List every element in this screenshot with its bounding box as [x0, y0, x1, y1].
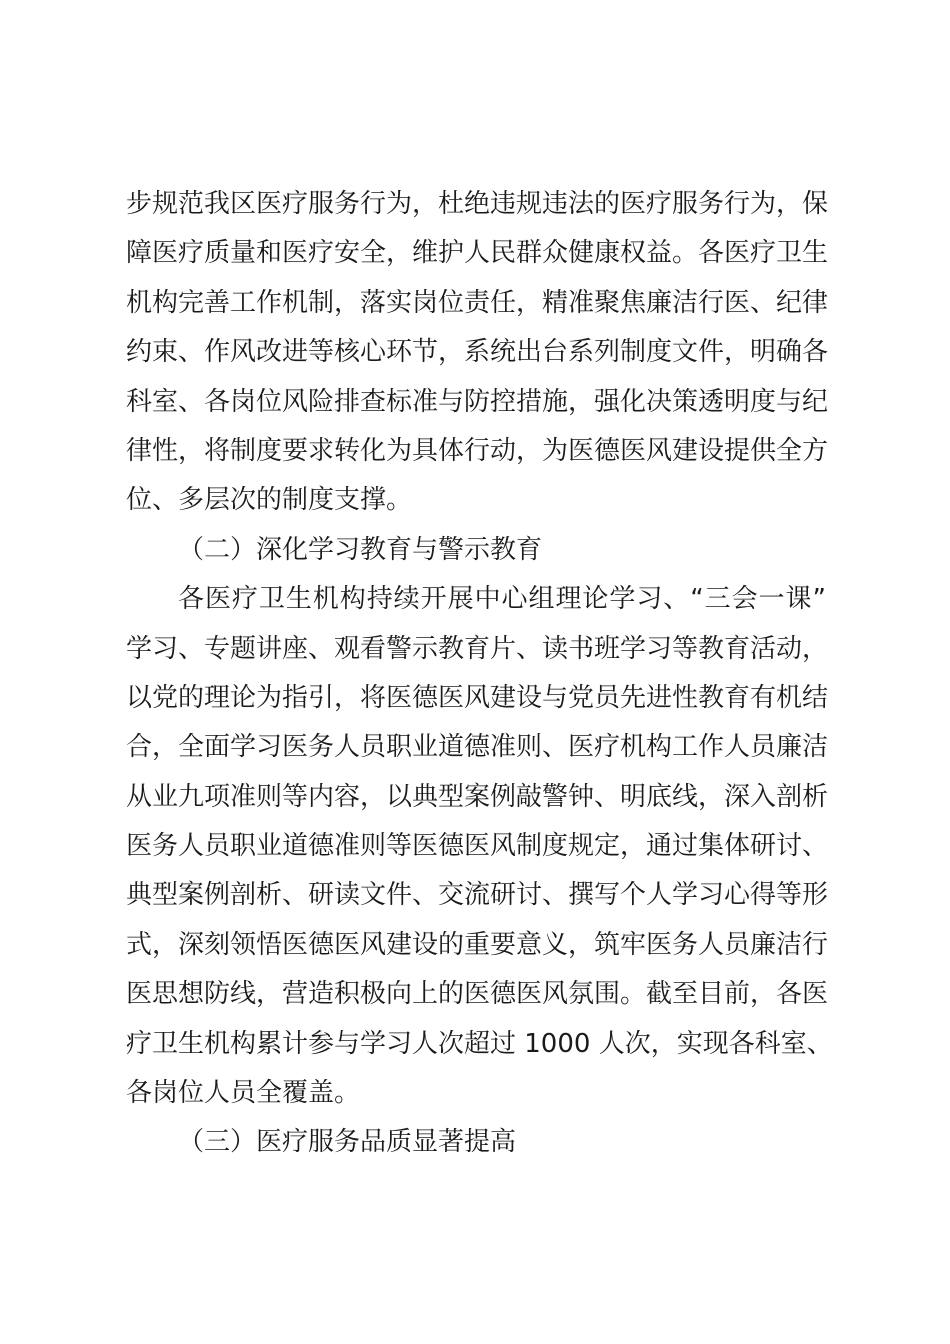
text-line: 各医疗卫生机构持续开展中心组理论学习、“三会一课” [178, 584, 826, 615]
text-line: 合，全面学习医务人员职业道德准则、医疗机构工作人员廉洁 [126, 732, 829, 763]
text-line: 约束、作风改进等核心环节，系统出台系列制度文件，明确各 [126, 337, 829, 368]
text-line: 各岗位人员全覆盖。 [126, 1078, 361, 1109]
section-heading: （二）深化学习教育与警示教育 [178, 534, 543, 565]
text-line: 机构完善工作机制，落实岗位责任，精准聚焦廉洁行医、纪律 [126, 287, 829, 318]
text-line: 从业九项准则等内容，以典型案例敲警钟、明底线，深入剖析 [126, 781, 829, 812]
text-line: 典型案例剖析、研读文件、交流研讨、撰写个人学习心得等形 [126, 880, 829, 911]
text-line: 医思想防线，营造积极向上的医德医风氛围。截至目前，各医 [126, 979, 829, 1010]
text-line: 步规范我区医疗服务行为，杜绝违规违法的医疗服务行为，保 [126, 189, 829, 219]
text-line: 学习、专题讲座、观看警示教育片、读书班学习等教育活动， [126, 633, 829, 664]
text-line: 位、多层次的制度支撑。 [126, 485, 413, 516]
text-line: 医务人员职业道德准则等医德医风制度规定，通过集体研讨、 [126, 831, 829, 862]
text-line: 式，深刻领悟医德医风建设的重要意义，筑牢医务人员廉洁行 [126, 929, 829, 960]
text-line: 科室、各岗位风险排查标准与防控措施，强化决策透明度与纪 [126, 386, 829, 417]
paragraph [126, 575, 833, 1118]
text-line: 律性，将制度要求转化为具体行动，为医德医风建设提供全方 [126, 435, 829, 466]
text-line: 疗卫生机构累计参与学习人次超过 1000 人次，实现各科室、 [126, 1028, 833, 1059]
text-line: 障医疗质量和医疗安全，维护人民群众健康权益。各医疗卫生 [126, 238, 829, 269]
paragraph [126, 180, 829, 526]
text-line: 以党的理论为指引，将医德医风建设与党员先进性教育有机结 [126, 682, 829, 713]
section-heading: （三）医疗服务品质显著提高 [178, 1127, 517, 1158]
document-body [126, 180, 833, 1168]
